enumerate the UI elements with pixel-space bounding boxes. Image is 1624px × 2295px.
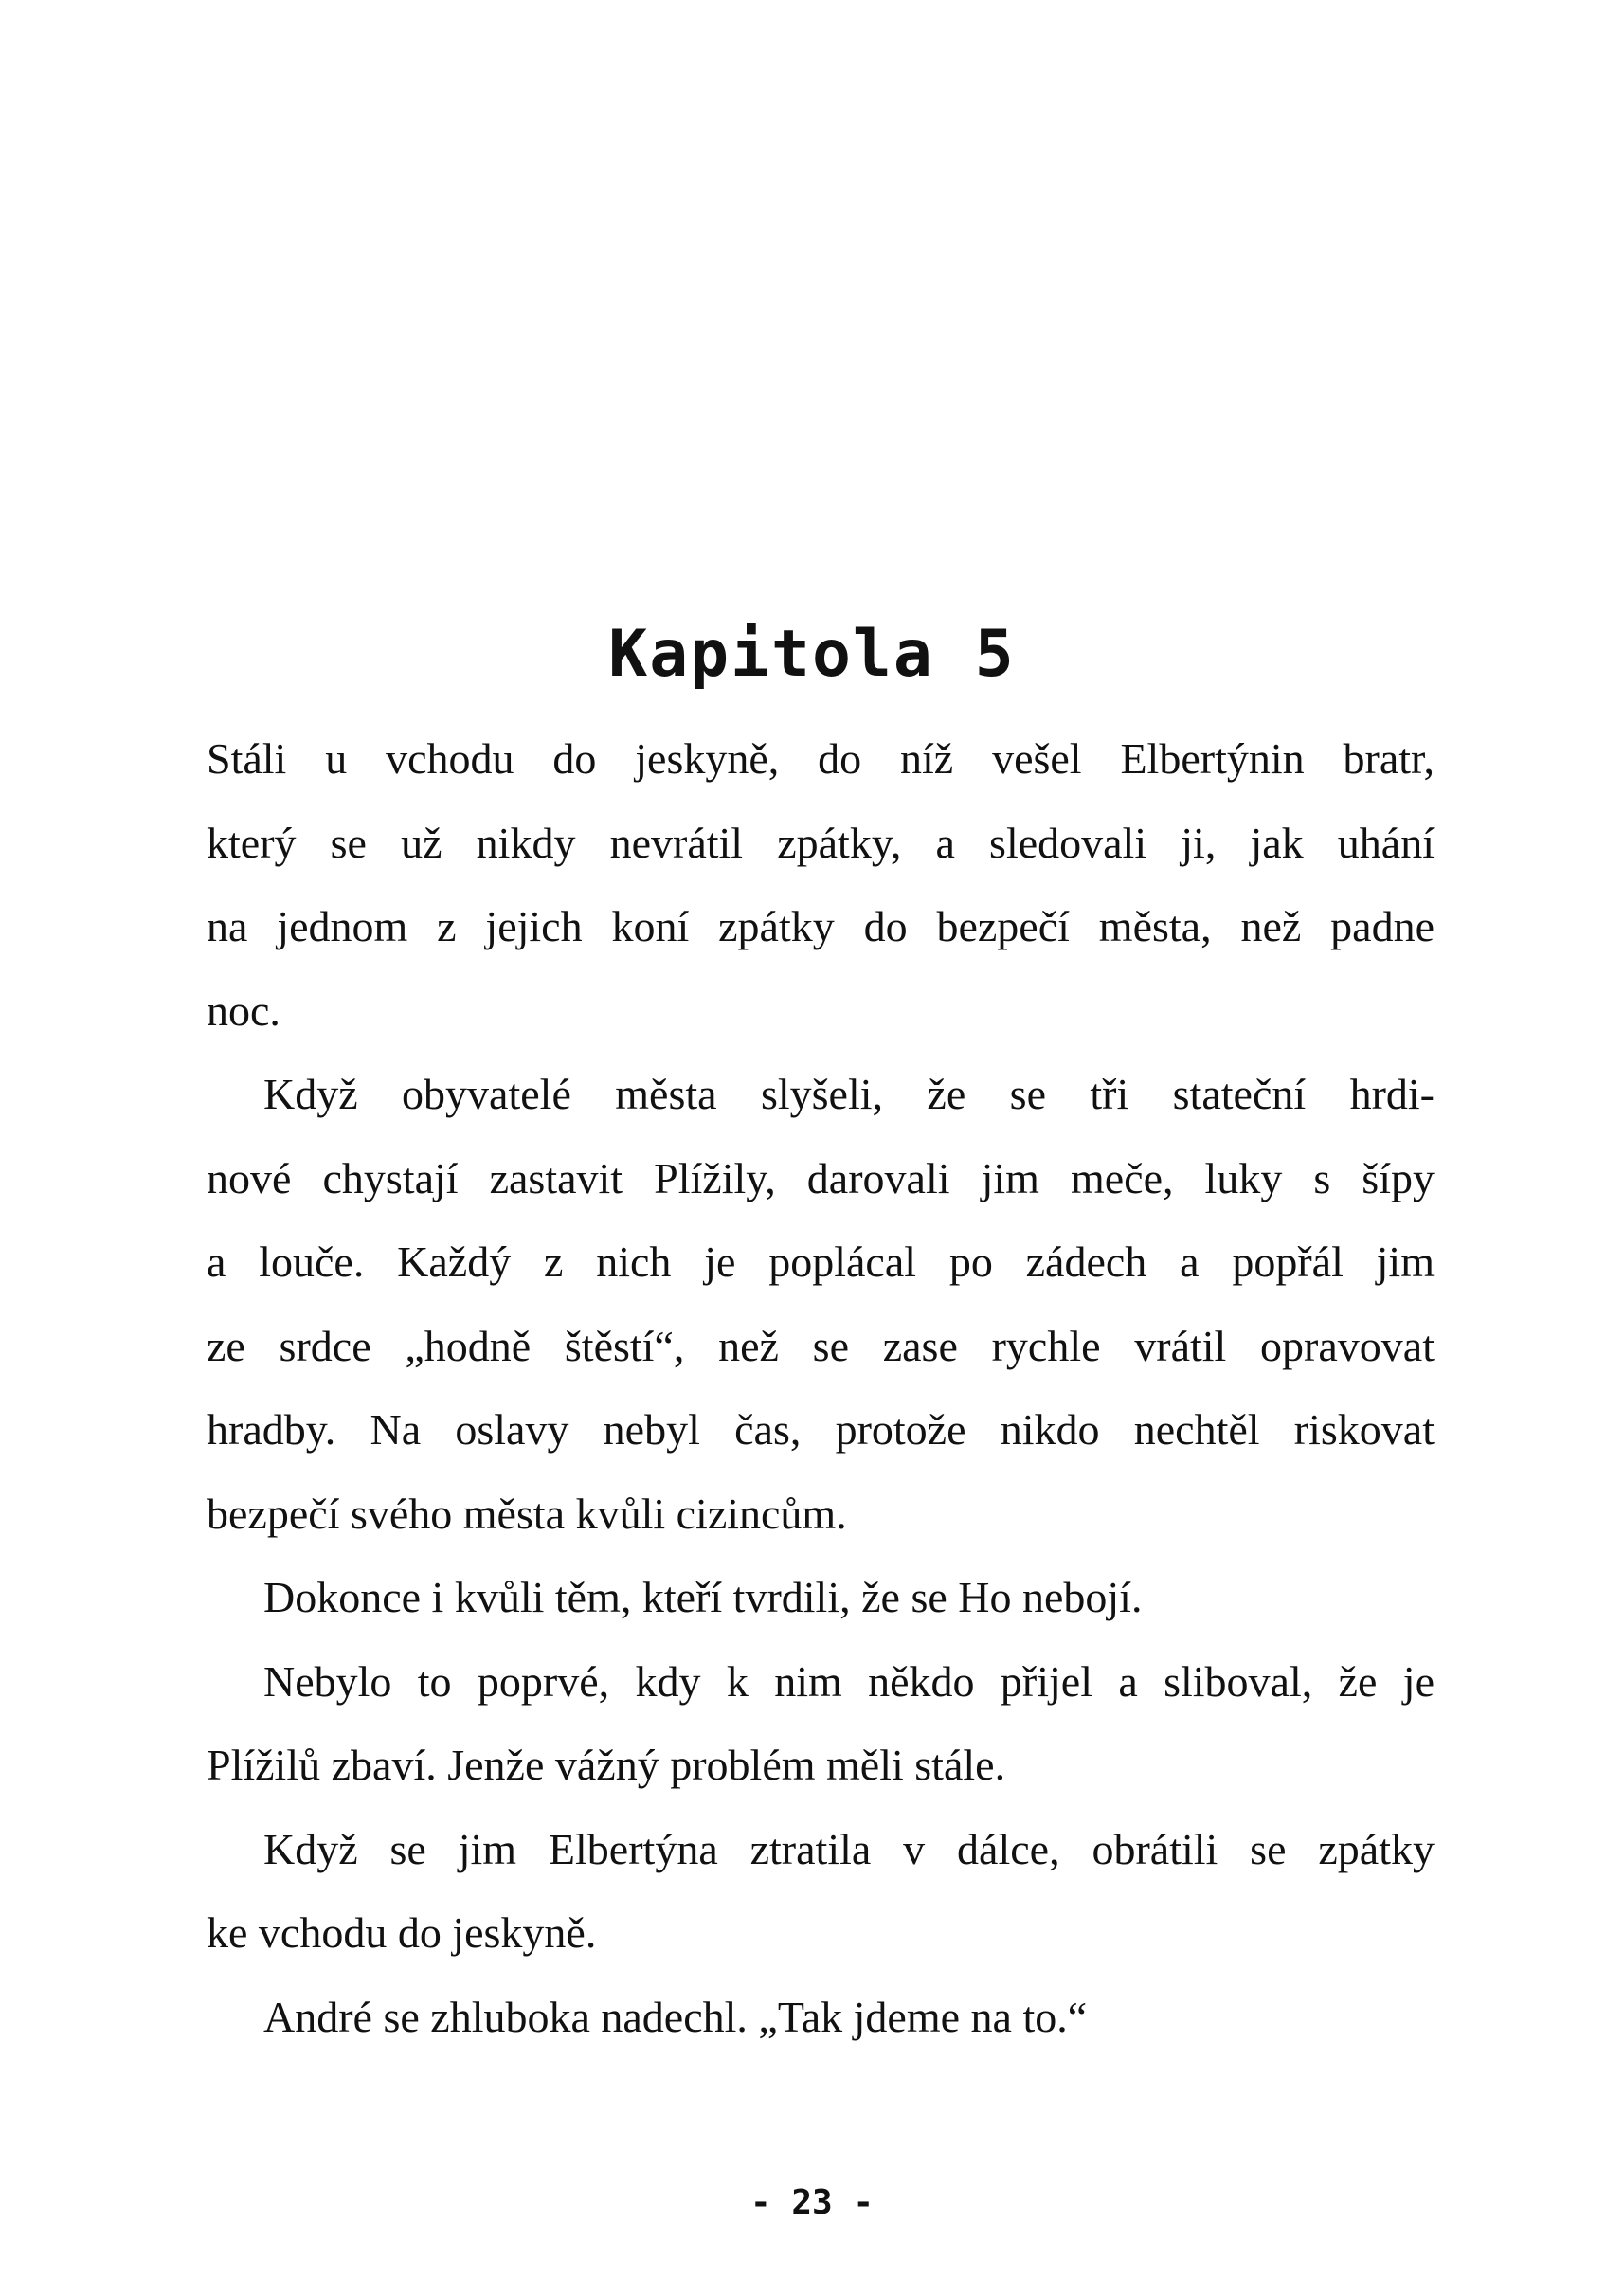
text-line: a louče. Každý z nich je poplácal po zádech a popřál jim [207,1238,1435,1286]
page-number: - 23 - [749,2183,875,2222]
chapter-body [207,717,1435,2059]
text-line: Dokonce i kvůli těm, kteří tvrdili, že se Ho nebojí. [263,1573,1143,1621]
paragraph [207,717,1435,1053]
paragraph [207,1053,1435,1556]
paragraph [207,1808,1435,1976]
text-line: André se zhluboka nadechl. „Tak jdeme na to.“ [263,1992,1088,2041]
text-line: Když obyvatelé města slyšeli, že se tři stateční hrdi- [263,1070,1435,1118]
text-line: Plížilů zbaví. Jenže vážný problém měli stále. [207,1741,1006,1789]
text-line: ke vchodu do jeskyně. [207,1908,597,1957]
text-line: Nebylo to poprvé, kdy k nim někdo přijel a sliboval, že je [263,1656,1435,1706]
text-line: Když se jim Elbertýna ztratila v dálce, obrátili se zpátky [263,1824,1435,1873]
paragraph [207,1976,1435,2060]
text-line: hradby. Na oslavy nebyl čas, protože nikdo nechtěl riskovat [207,1405,1435,1454]
text-line: Stáli u vchodu do jeskyně, do níž vešel Elbertýnin bratr, [207,734,1435,783]
paragraph [207,1640,1435,1808]
text-line: nové chystají zastavit Plížily, darovali jim meče, luky s šípy [207,1153,1435,1202]
text-line: který se už nikdy nevrátil zpátky, a sledovali ji, jak uhání [207,818,1435,867]
paragraph [207,1556,1435,1640]
text-line: na jednom z jejich koní zpátky do bezpečí města, než padne [207,902,1435,950]
text-line: noc. [207,985,280,1035]
chapter-title: Kapitola 5 [608,616,1016,692]
text-line: ze srdce „hodně štěstí“, než se zase rychle vrátil opravovat [207,1321,1435,1370]
text-line: bezpečí svého města kvůli cizincům. [207,1489,847,1538]
